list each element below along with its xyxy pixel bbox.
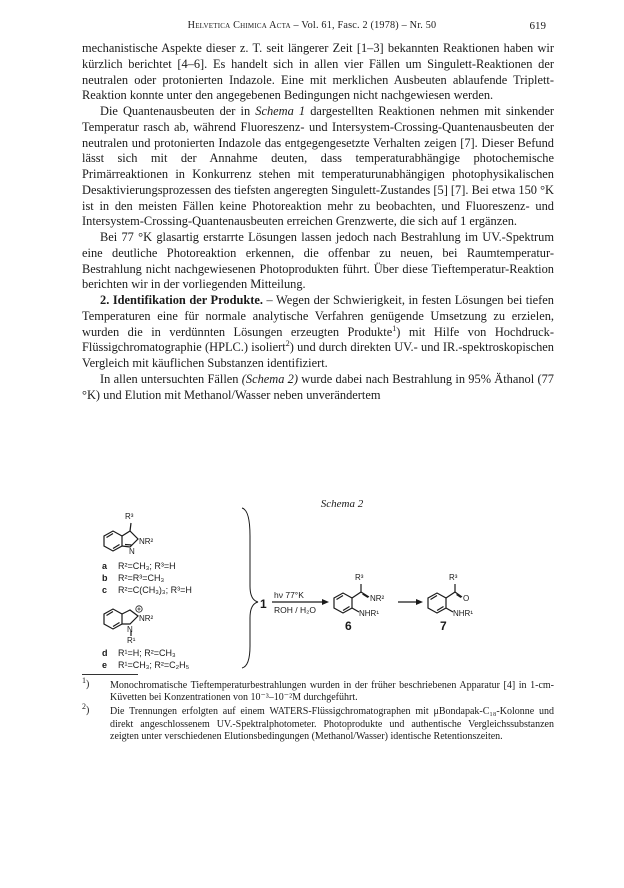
footnote-rule — [82, 674, 138, 675]
entry-list-protonated — [102, 648, 190, 670]
product-7-number: 7 — [440, 619, 447, 633]
reaction-arrow-1 — [272, 590, 329, 615]
paragraph-2: Die Quantenausbeuten der in Schema 1 dargestellten Reaktionen nehmen mit sinkender Temperatur rasch ab, während Fluoreszenz- und Intersystem-Crossing-Quantenausbeuten der neutralen und protonierten Indazole das entgegengesetzte Verhalten zeigen [7]. Dieser Befund lässt sich mit der Annahme deuten, dass temperaturabhängige photochemische Primärreaktionen in Konkurrenz stehen mit temperaturunabhängigen photophysikalischen Desaktivierungsprozessen des tiefsten angeregten Singulett-Zustandes [5] [7]. Bei etwa 150 °K ist in den meisten Fällen keine Photoreaktion mehr zu beobachten, und Fluoreszenz- und Intersystem-Crossing-Quantenausbeuten erreichen Grenzwerte, die sich auf 1 ergänzen. — [82, 104, 554, 229]
nr2-plus-label: NR² — [139, 614, 154, 623]
entry-text: R¹=CH₃; R²=C₂H₅ — [118, 660, 190, 670]
footnote-mark: 2 — [82, 702, 86, 712]
paragraph-4: 2. Identifikation der Produkte. – Wegen der Schwierigkeit, in festen Lösungen bei tiefen Temperaturen eine für normale analytische Verfahren genügende Umsetzung zu erzielen, wurden die in verdünnten Lösungen erzeugten Produkte$^1$) mit Hilfe von Hochdruck-Flüssigchromatographie (HPLC.) isoliert$^2$) und durch direkten UV.- und IR.-spektroskopischen Vergleich mit käuflichen Substanzen identifiziert. — [82, 293, 554, 370]
conditions-top: hν 77°K — [274, 590, 304, 600]
paragraph-3: Bei 77 °K glasartig erstarrte Lösungen lassen jedoch nach Bestrahlung im UV.-Spektrum eine deutliche Photoreaktion erkennen, die offenbar zu neuen, bei Raumtemperatur-Bestrahlung nicht nachgewiesenen Photoprodukten führt. Über diese Tieftemperatur-Reaktion berichten wir in der vorliegenden Mitteilung. — [82, 230, 554, 292]
journal-citation: – Vol. 61, Fasc. 2 (1978) – Nr. 50 — [293, 20, 437, 31]
product6-r3: R³ — [355, 573, 364, 582]
footnote-1: 1) Monochromatische Tieftemperaturbestrahlungen wurden in der früher beschriebenen Apparatur [4] in 1-cm-Küvetten bei Konzentrationen von 10⁻³–10⁻²M durchgeführt. — [82, 676, 554, 704]
brace — [242, 508, 258, 668]
n-label: N — [129, 547, 135, 556]
article-body — [82, 41, 554, 403]
section-heading: 2. Identifikation der Produkte. — [100, 293, 263, 307]
entry-text: R²=R³=CH₃ — [118, 573, 165, 583]
entry-text: R²=CH₃; R³=H — [118, 561, 176, 571]
schema-1-reference: Schema 1 — [255, 104, 306, 118]
product-7-structure — [428, 573, 473, 633]
product7-nhr1: NHR¹ — [453, 609, 473, 618]
reactant-number: 1 — [260, 597, 267, 611]
indazole-structure — [104, 512, 154, 556]
reaction-arrow-2 — [398, 599, 423, 605]
schema-2-reference: (Schema 2) — [241, 371, 298, 386]
product-6-number: 6 — [345, 619, 352, 633]
entry-letter: b — [102, 573, 108, 583]
footnote-ref-2: 2 — [285, 339, 290, 349]
n-label: N — [127, 625, 133, 634]
footnote-mark: 1 — [82, 676, 86, 686]
scheme-drawing — [82, 496, 554, 671]
paragraph-1: mechanistische Aspekte dieser z. T. seit längerer Zeit [1–3] bekannten Reaktionen haben wir kürzlich berichtet [4–6]. Es handelt sich in allen vier Fällen um Singulett-Reaktionen der neutralen oder protonierten Indazole. Eine mit merklichen Ausbeuten ablaufende Triplett-Reaktion konnte unter den angegebenen Bedingungen nicht nachgewiesen werden. — [82, 41, 554, 103]
entry-text: R¹=H; R²=CH₃ — [118, 648, 176, 658]
product7-o: O — [463, 594, 470, 603]
paragraph-5: In allen untersuchten Fällen (Schema 2) wurde dabei nach Bestrahlung in 95% Äthanol (77 °K) und Elution mit Methanol/Wasser neben unverändertem — [82, 371, 554, 402]
entry-letter: e — [102, 660, 108, 670]
entry-letter: c — [102, 585, 108, 595]
entry-letter: a — [102, 561, 108, 571]
reaction-scheme — [82, 496, 554, 671]
entry-letter: d — [102, 648, 108, 658]
product6-nr2: NR² — [370, 594, 385, 603]
footnote-text: Monochromatische Tieftemperaturbestrahlungen wurden in der früher beschriebenen Apparatur [4] in 1-cm-Küvetten bei Konzentrationen von 10⁻³–10⁻²M durchgeführt. — [110, 680, 554, 704]
footnote-ref-1: 1 — [392, 323, 397, 333]
nr2-label: NR² — [139, 537, 154, 546]
running-head — [82, 20, 542, 31]
scheme-title: Schema 2 — [320, 498, 364, 510]
footnotes — [82, 676, 554, 745]
footnote-2: 2) Die Trennungen erfolgten auf einem WATERS-Flüssigchromatographen mit μBondapak-C₁₈-Kolonne und direkt angeschlossenem UV.-Spektralphotometer. Photoprodukte und authentische Vergleichssubstanzen zeigten unter verschiedenen Elutionsbedingungen (Methanol/Wasser) identische Retentionszeiten. — [82, 702, 554, 742]
indazolium-structure — [104, 606, 154, 645]
journal-name: Helvetica Chimica Acta — [187, 20, 291, 31]
entry-text: R²=C(CH₃)₃; R³=H — [118, 585, 192, 595]
footnote-text: Die Trennungen erfolgten auf einem WATERS-Flüssigchromatographen mit μBondapak-C₁₈-Kolonne und direkt angeschlossenem UV.-Spektralphotometer. Photoprodukte und authentische Vergleichssubstanzen zeigten unter verschiedenen Elutionsbedingungen (Methanol/Wasser) identische Retentionszeiten. — [110, 706, 554, 742]
r1-label: R¹ — [127, 636, 136, 645]
product-6-structure — [334, 573, 385, 633]
product7-r3: R³ — [449, 573, 458, 582]
product6-nhr1: NHR¹ — [359, 609, 379, 618]
conditions-bottom: ROH / H₂O — [274, 605, 317, 615]
r3-label: R³ — [125, 512, 134, 521]
page-number: 619 — [529, 20, 546, 32]
entry-list-neutral — [102, 561, 192, 595]
